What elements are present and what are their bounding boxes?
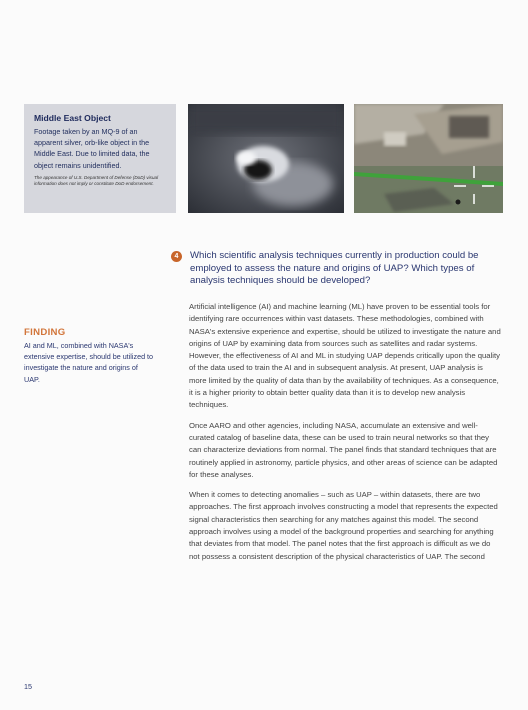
orb-object-image <box>188 104 344 213</box>
aerial-footage-photo <box>354 104 503 213</box>
question-number-badge: 4 <box>171 251 182 262</box>
caption-disclaimer: The appearance of U.S. Department of Defense (DoD) visual information does not imply or constitute DoD endorsement. <box>34 174 159 186</box>
caption-title: Middle East Object <box>34 113 111 123</box>
image-caption-box <box>24 104 176 213</box>
body-paragraph-1: Artificial intelligence (AI) and machine learning (ML) have proven to be essential tools for identifying rare occurrences within vast datasets. These methodologies, combined with NASA's extensive experience and expertise, should be utilized to investigate the nature and origins of UAP by examining data from sources such as satellites and radar systems. However, the effectiveness of AI and ML in studying UAP depends critically upon the quality of the data used to train the AI and in subsequent analysis. At present, UAP analysis is more limited by the quality of data than by the availability of techniques. As a consequence, it is a higher priority to obtain better quality data than it is to develop new analysis techniques. <box>189 302 501 410</box>
question-heading: Which scientific analysis techniques currently in production could be employed to assess the nature and origins of UAP? Which types of analysis techniques should be developed? <box>190 250 479 287</box>
page-number: 15 <box>24 682 32 691</box>
body-paragraph-2: Once AARO and other agencies, including NASA, accumulate an extensive and well-curated catalog of baseline data, these can be used to train neural networks so that they can characterize deviations from normal. The panel finds that standard techniques that are routinely applied in astronomy, particle physics, and other areas of science can be adapted for these analyses. <box>189 420 498 479</box>
orb-object-photo <box>188 104 344 213</box>
finding-label: FINDING <box>24 327 66 338</box>
aerial-footage-image <box>354 104 503 213</box>
body-paragraph-3: When it comes to detecting anomalies – such as UAP – within datasets, there are two approaches. The first approach involves constructing a model that represents the expected signal characteristics then searching for any matches against this model. The second approach involves using a model of the background properties and searching for anything that deviates from that model. The panel notes that the first approach is difficult as we do not possess a consistent description of the physical characteristics of UAP. The second <box>189 490 498 561</box>
finding-text: AI and ML, combined with NASA's extensive expertise, should be utilized to investigate the nature and origins of UAP. <box>24 341 154 384</box>
body-text <box>189 301 501 571</box>
caption-body: Footage taken by an MQ-9 of an apparent silver, orb-like object in the Middle East. Due to limited data, the object remains unidentified. <box>34 127 150 170</box>
